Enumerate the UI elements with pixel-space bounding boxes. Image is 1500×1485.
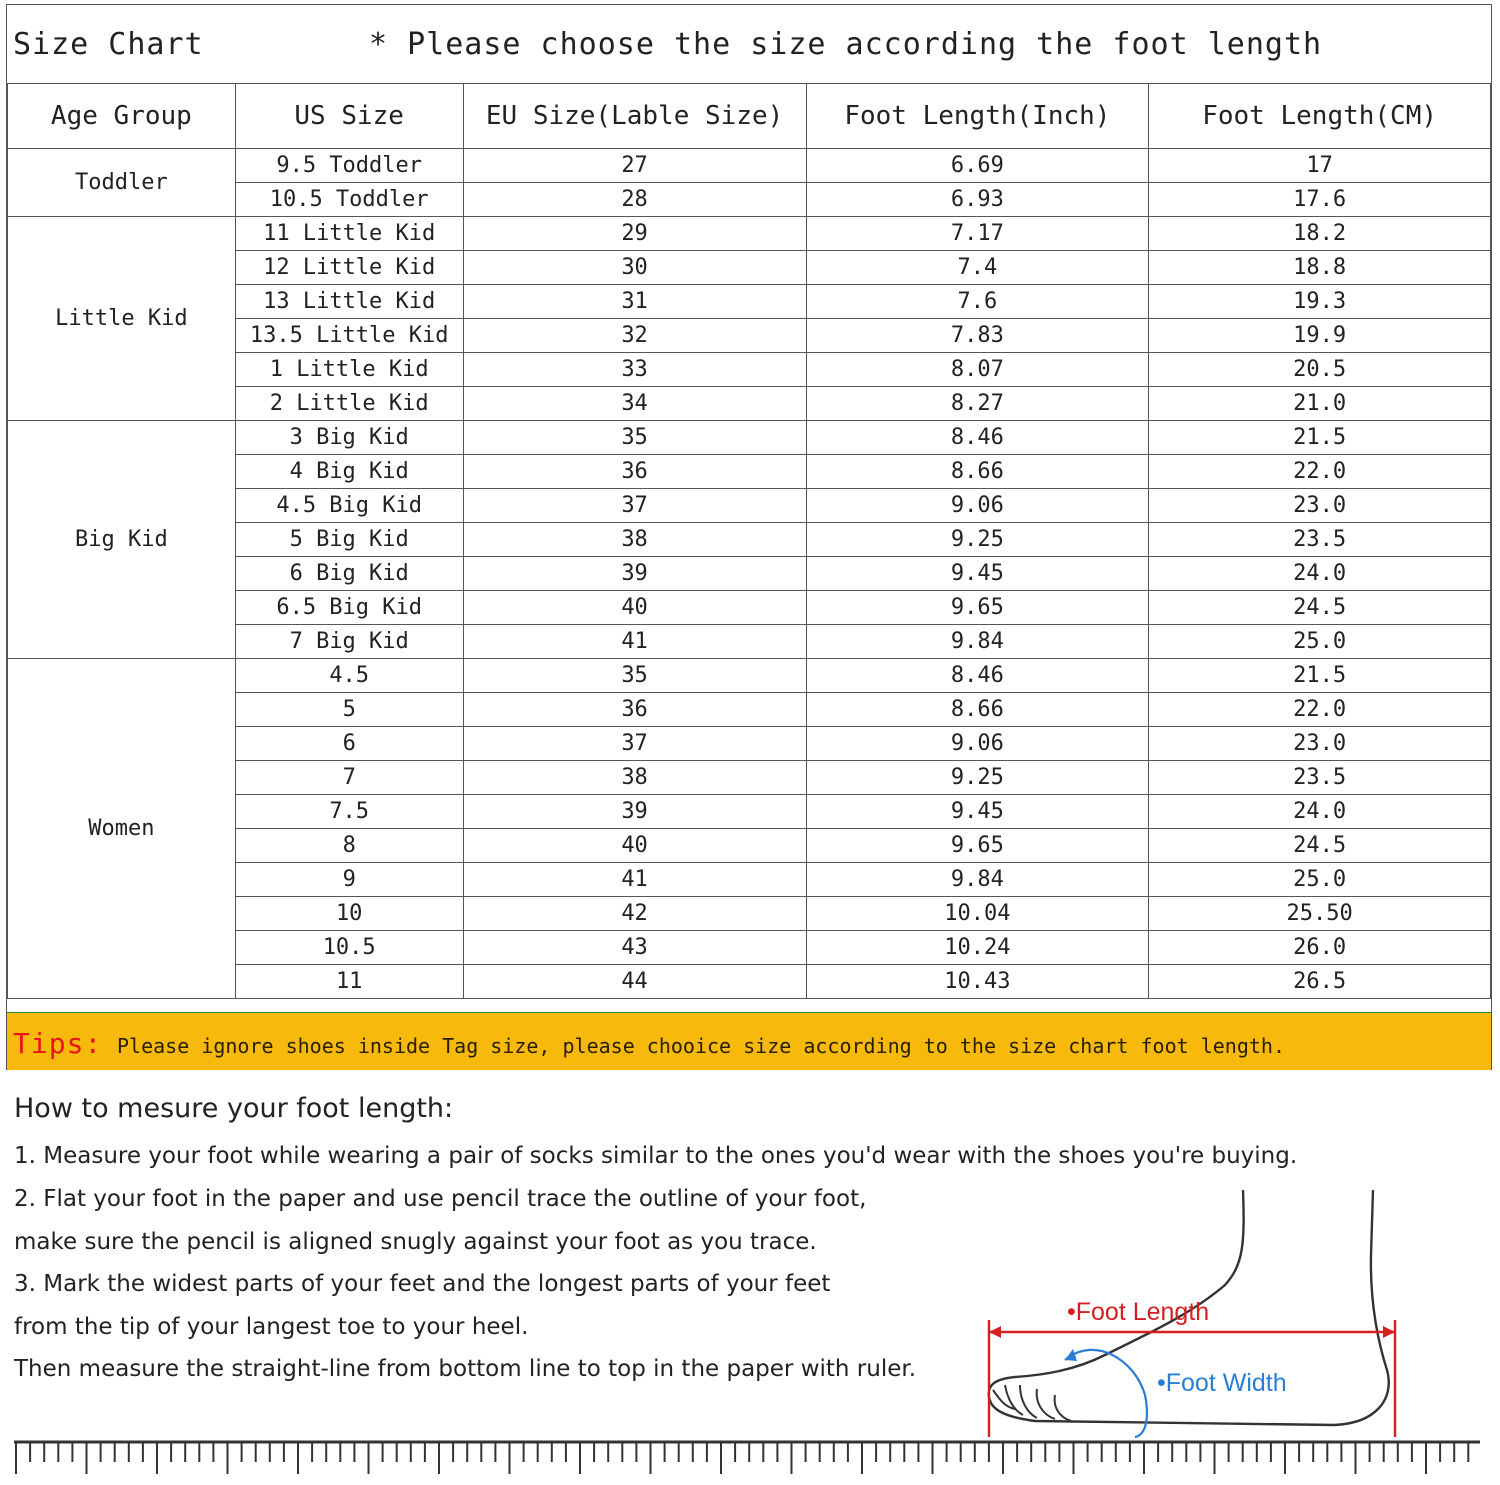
us-size-cell: 4.5 Big Kid [235,489,463,523]
eu-size-cell: 41 [463,863,806,897]
us-size-cell: 11 [235,965,463,999]
foot-length-inch-cell: 7.17 [806,217,1149,251]
foot-length-inch-cell: 9.65 [806,591,1149,625]
foot-length-cm-cell: 22.0 [1149,455,1491,489]
eu-size-cell: 35 [463,421,806,455]
howto-step-1: 1. Measure your foot while wearing a pair of socks similar to the ones you'd wear with the shoes you're buying. [14,1143,1298,1169]
foot-length-cm-cell: 24.0 [1149,557,1491,591]
foot-length-cm-cell: 23.0 [1149,727,1491,761]
tips-bar [7,1012,1491,1070]
foot-length-inch-cell: 9.45 [806,795,1149,829]
foot-length-inch-cell: 9.84 [806,625,1149,659]
foot-length-inch-cell: 10.04 [806,897,1149,931]
foot-length-cm-cell: 26.0 [1149,931,1491,965]
eu-size-cell: 27 [463,149,806,183]
foot-length-inch-cell: 8.27 [806,387,1149,421]
foot-length-cm-cell: 24.0 [1149,795,1491,829]
foot-length-cm-cell: 23.5 [1149,523,1491,557]
age-group-cell: Big Kid [8,421,236,659]
us-size-cell: 2 Little Kid [235,387,463,421]
eu-size-cell: 43 [463,931,806,965]
eu-size-cell: 40 [463,591,806,625]
foot-length-inch-cell: 9.45 [806,557,1149,591]
eu-size-cell: 31 [463,285,806,319]
howto-step-3: 3. Mark the widest parts of your feet and the longest parts of your feet [14,1271,831,1297]
foot-length-inch-cell: 7.83 [806,319,1149,353]
eu-size-cell: 30 [463,251,806,285]
foot-length-inch-cell: 8.46 [806,659,1149,693]
eu-size-cell: 32 [463,319,806,353]
age-group-cell: Women [8,659,236,999]
us-size-cell: 8 [235,829,463,863]
header-eu-size: EU Size(Lable Size) [463,84,806,149]
us-size-cell: 10.5 Toddler [235,183,463,217]
foot-length-inch-cell: 9.65 [806,829,1149,863]
foot-length-inch-cell: 9.25 [806,523,1149,557]
eu-size-cell: 29 [463,217,806,251]
us-size-cell: 3 Big Kid [235,421,463,455]
foot-width-curve [1065,1350,1147,1437]
foot-illustration [975,1185,1475,1440]
table-row [8,421,1491,455]
us-size-cell: 7.5 [235,795,463,829]
foot-length-cm-cell: 19.3 [1149,285,1491,319]
us-size-cell: 7 [235,761,463,795]
header-row [8,84,1491,149]
foot-length-cm-cell: 25.0 [1149,625,1491,659]
foot-length-inch-cell: 7.4 [806,251,1149,285]
arrow-left-icon [989,1326,1001,1338]
eu-size-cell: 39 [463,795,806,829]
foot-length-cm-cell: 17.6 [1149,183,1491,217]
eu-size-cell: 38 [463,761,806,795]
howto-step-final: Then measure the straight-line from bottom line to top in the paper with ruler. [14,1356,917,1382]
eu-size-cell: 37 [463,489,806,523]
size-chart-sheet [6,4,1492,1070]
us-size-cell: 9 [235,863,463,897]
foot-width-label: •Foot Width [1157,1369,1287,1397]
foot-length-inch-cell: 8.66 [806,455,1149,489]
foot-length-cm-cell: 26.5 [1149,965,1491,999]
toes [993,1385,1071,1421]
foot-length-cm-cell: 21.5 [1149,659,1491,693]
us-size-cell: 5 Big Kid [235,523,463,557]
foot-length-inch-cell: 9.06 [806,489,1149,523]
tips-label: Tips: [13,1027,103,1060]
eu-size-cell: 36 [463,693,806,727]
eu-size-cell: 42 [463,897,806,931]
eu-size-cell: 44 [463,965,806,999]
title-row [7,5,1491,84]
us-size-cell: 7 Big Kid [235,625,463,659]
howto-step-2: 2. Flat your foot in the paper and use pencil trace the outline of your foot, [14,1186,867,1212]
arrow-right-icon [1383,1326,1395,1338]
foot-length-inch-cell: 7.6 [806,285,1149,319]
us-size-cell: 11 Little Kid [235,217,463,251]
foot-length-label: •Foot Length [1067,1298,1210,1326]
foot-length-cm-cell: 25.0 [1149,863,1491,897]
foot-length-cm-cell: 23.0 [1149,489,1491,523]
us-size-cell: 12 Little Kid [235,251,463,285]
foot-length-inch-cell: 6.69 [806,149,1149,183]
us-size-cell: 4 Big Kid [235,455,463,489]
foot-length-cm-cell: 18.8 [1149,251,1491,285]
foot-length-inch-cell: 8.66 [806,693,1149,727]
foot-length-cm-cell: 24.5 [1149,591,1491,625]
howto-step-2-cont: make sure the pencil is aligned snugly against your foot as you trace. [14,1229,817,1255]
table-row [8,659,1491,693]
ruler [14,1438,1480,1480]
table-row [8,149,1491,183]
us-size-cell: 9.5 Toddler [235,149,463,183]
tips-text: Please ignore shoes inside Tag size, please chooice size according to the size chart foot length. [117,1034,1285,1058]
foot-length-cm-cell: 25.50 [1149,897,1491,931]
table-body [8,149,1491,999]
age-group-cell: Toddler [8,149,236,217]
eu-size-cell: 35 [463,659,806,693]
eu-size-cell: 33 [463,353,806,387]
header-foot-length-cm: Foot Length(CM) [1149,84,1491,149]
age-group-cell: Little Kid [8,217,236,421]
foot-length-inch-cell: 9.06 [806,727,1149,761]
foot-length-cm-cell: 20.5 [1149,353,1491,387]
foot-length-inch-cell: 9.25 [806,761,1149,795]
foot-length-cm-cell: 21.0 [1149,387,1491,421]
size-table [7,83,1491,999]
foot-length-cm-cell: 22.0 [1149,693,1491,727]
us-size-cell: 10.5 [235,931,463,965]
eu-size-cell: 36 [463,455,806,489]
eu-size-cell: 38 [463,523,806,557]
foot-length-cm-cell: 24.5 [1149,829,1491,863]
us-size-cell: 6 [235,727,463,761]
eu-size-cell: 37 [463,727,806,761]
foot-length-cm-cell: 17 [1149,149,1491,183]
chart-title: Size Chart [13,27,204,62]
us-size-cell: 13 Little Kid [235,285,463,319]
eu-size-cell: 41 [463,625,806,659]
eu-size-cell: 39 [463,557,806,591]
us-size-cell: 6 Big Kid [235,557,463,591]
howto-title: How to mesure your foot length: [14,1093,454,1124]
us-size-cell: 13.5 Little Kid [235,319,463,353]
foot-length-inch-cell: 10.43 [806,965,1149,999]
foot-length-cm-cell: 19.9 [1149,319,1491,353]
us-size-cell: 5 [235,693,463,727]
foot-length-cm-cell: 23.5 [1149,761,1491,795]
foot-width-arrow-icon [1065,1349,1077,1361]
foot-length-cm-cell: 18.2 [1149,217,1491,251]
table-row [8,217,1491,251]
foot-length-inch-cell: 10.24 [806,931,1149,965]
foot-length-inch-cell: 6.93 [806,183,1149,217]
header-foot-length-inch: Foot Length(Inch) [806,84,1149,149]
foot-length-inch-cell: 9.84 [806,863,1149,897]
ruler-ticks [16,1442,1468,1474]
foot-length-inch-cell: 8.07 [806,353,1149,387]
foot-length-inch-cell: 8.46 [806,421,1149,455]
chart-instruction: * Please choose the size according the foot length [369,27,1323,62]
us-size-cell: 1 Little Kid [235,353,463,387]
header-age-group: Age Group [8,84,236,149]
howto-step-3-cont: from the tip of your langest toe to your heel. [14,1314,529,1340]
header-us-size: US Size [235,84,463,149]
us-size-cell: 4.5 [235,659,463,693]
eu-size-cell: 34 [463,387,806,421]
eu-size-cell: 28 [463,183,806,217]
eu-size-cell: 40 [463,829,806,863]
us-size-cell: 10 [235,897,463,931]
us-size-cell: 6.5 Big Kid [235,591,463,625]
foot-length-cm-cell: 21.5 [1149,421,1491,455]
